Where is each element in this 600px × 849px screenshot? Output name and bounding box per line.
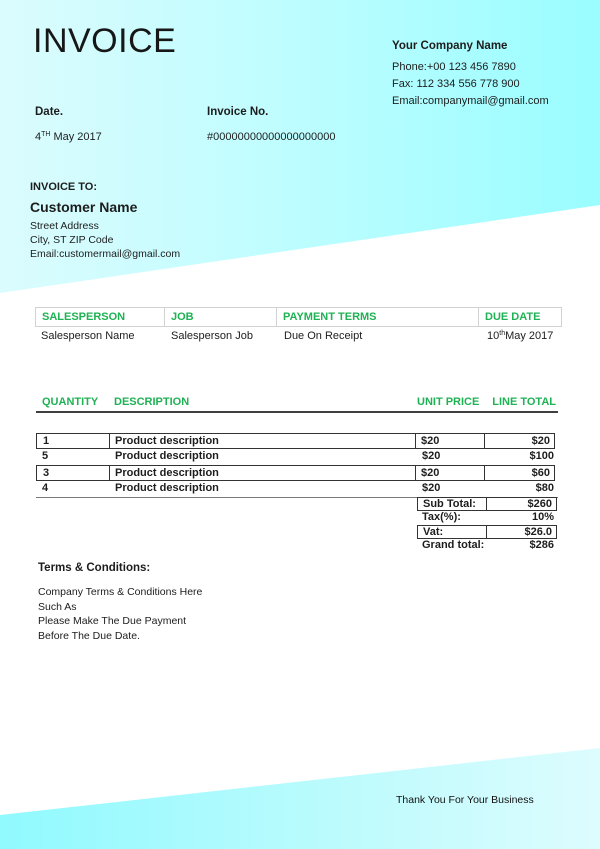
company-email: Email:companymail@gmail.com <box>392 95 549 107</box>
header-job: JOB <box>164 307 277 327</box>
item-quantity: 5 <box>42 450 49 462</box>
date-label: Date. <box>35 106 64 118</box>
item-description: Product description <box>109 465 416 481</box>
header-due-date: DUE DATE <box>478 307 562 327</box>
terms-line: Before The Due Date. <box>38 629 140 642</box>
items-header-rule <box>36 411 558 413</box>
header-payment-terms: PAYMENT TERMS <box>276 307 479 327</box>
customer-email: Email:customermail@gmail.com <box>30 248 181 260</box>
grand-total-label: Grand total: <box>422 539 485 551</box>
item-quantity: 4 <box>42 482 49 494</box>
terms-title: Terms & Conditions: <box>38 562 151 574</box>
header-salesperson: SALESPERSON <box>35 307 165 327</box>
customer-city: City, ST ZIP Code <box>30 234 114 246</box>
invoice-no-label: Invoice No. <box>207 106 269 118</box>
header-description: DESCRIPTION <box>114 396 190 408</box>
customer-name: Customer Name <box>30 199 138 215</box>
tax-value: 10% <box>531 511 554 523</box>
vat-value: $26.0 <box>486 525 557 539</box>
item-quantity: 3 <box>36 465 110 481</box>
subtotal-label: Sub Total: <box>417 497 487 511</box>
due-date-rest: May 2017 <box>505 330 554 342</box>
customer-street: Street Address <box>30 220 99 232</box>
salesperson-table-row <box>35 330 565 342</box>
item-quantity: 1 <box>36 433 110 449</box>
subtotal-row <box>417 497 558 511</box>
items-table-body <box>36 433 558 498</box>
vat-row <box>417 525 558 539</box>
item-unit-price: $20 <box>415 433 485 449</box>
company-info <box>392 40 582 110</box>
customer-address-block <box>30 219 180 261</box>
date-value <box>35 131 102 143</box>
item-description: Product description <box>115 450 219 462</box>
thank-you-note: Thank You For Your Business <box>396 794 534 806</box>
item-row <box>36 433 558 449</box>
due-date-ordinal-suffix: th <box>499 330 506 337</box>
item-line-total: $60 <box>484 465 555 481</box>
salesperson-value: Salesperson Name <box>41 330 135 342</box>
item-unit-price: $20 <box>422 482 441 494</box>
totals-section <box>417 497 558 553</box>
subtotal-value: $260 <box>486 497 557 511</box>
item-line-total: $20 <box>484 433 555 449</box>
terms-line: Such As <box>38 600 77 613</box>
item-line-total: $100 <box>529 450 554 462</box>
company-fax: Fax: 112 334 556 778 900 <box>392 78 520 90</box>
terms-body <box>38 585 202 643</box>
item-unit-price: $20 <box>415 465 485 481</box>
job-value: Salesperson Job <box>171 330 253 342</box>
payment-terms-value: Due On Receipt <box>284 330 363 342</box>
tax-row <box>417 511 558 525</box>
grand-total-row <box>417 539 558 553</box>
date-ordinal-suffix: TH <box>41 131 51 138</box>
date-day: 4 <box>35 131 42 143</box>
item-line-total: $80 <box>535 482 554 494</box>
invoice-title: INVOICE <box>33 22 177 60</box>
item-row <box>36 481 558 497</box>
terms-line: Company Terms & Conditions Here <box>38 586 203 598</box>
company-name: Your Company Name <box>392 40 508 52</box>
items-table-header <box>36 396 558 408</box>
vat-label: Vat: <box>417 525 487 539</box>
invoice-to-label: INVOICE TO: <box>30 181 98 193</box>
terms-line: Please Make The Due Payment <box>38 615 187 627</box>
item-description: Product description <box>115 482 219 494</box>
salesperson-table-header <box>35 307 565 327</box>
header-quantity: QUANTITY <box>42 396 99 408</box>
item-unit-price: $20 <box>422 450 441 462</box>
header-line-total: LINE TOTAL <box>492 396 556 408</box>
item-description: Product description <box>109 433 416 449</box>
header-unit-price: UNIT PRICE <box>417 396 480 408</box>
due-date-value <box>481 330 565 342</box>
company-phone: Phone:+00 123 456 7890 <box>392 61 516 73</box>
salesperson-table <box>35 307 565 342</box>
item-row <box>36 449 558 465</box>
invoice-no-value: #00000000000000000000 <box>207 131 336 143</box>
tax-label: Tax(%): <box>422 511 461 523</box>
due-date-day: 10 <box>487 330 500 342</box>
date-rest: May 2017 <box>53 131 102 143</box>
item-row <box>36 465 558 481</box>
grand-total-value: $286 <box>529 539 554 551</box>
